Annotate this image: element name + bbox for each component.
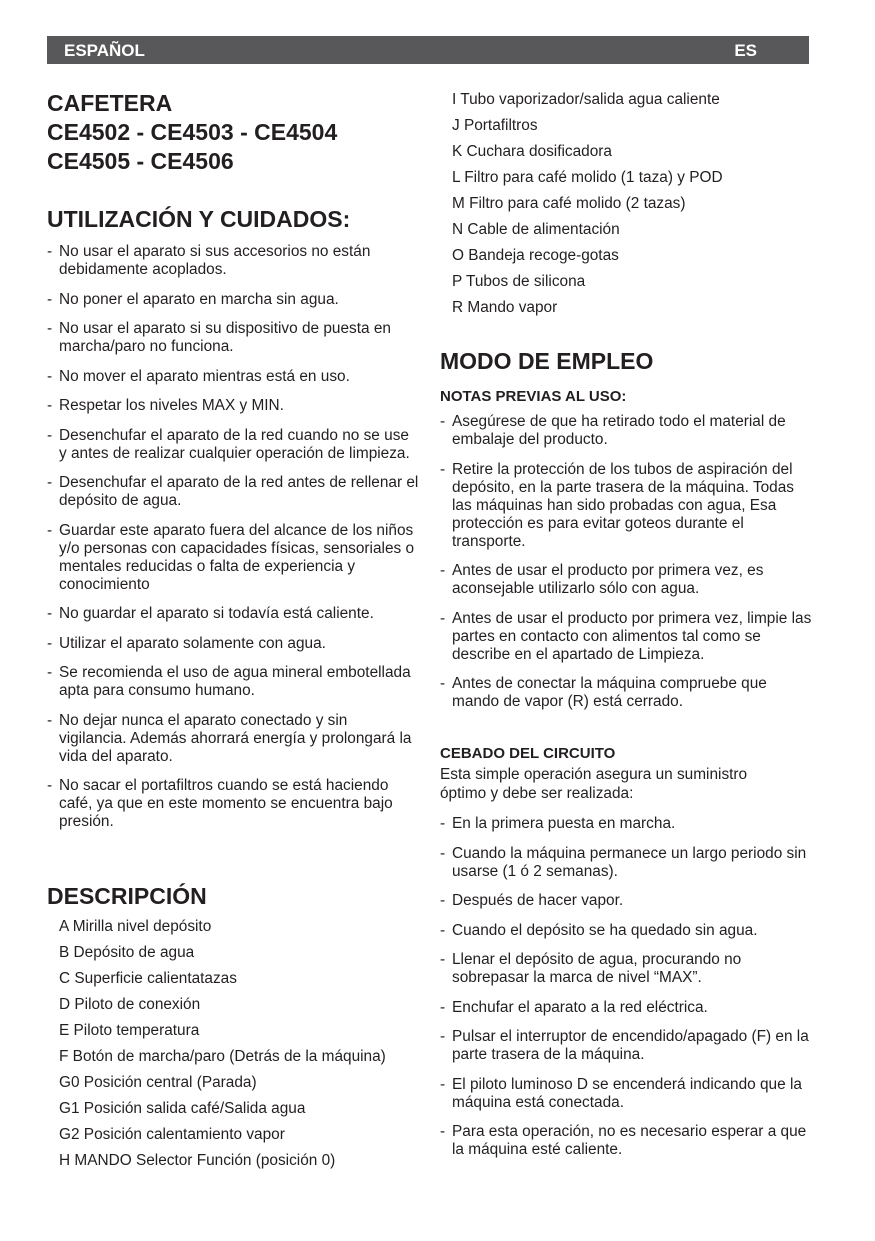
prior-note-item: - Antes de conectar la máquina compruebe que mando de vapor (R) está cerrado. xyxy=(440,675,815,711)
usage-item: - Desenchufar el aparato de la red cuando no se use y antes de realizar cualquier operación de limpieza. xyxy=(47,427,419,463)
usage-item: - No poner el aparato en marcha sin agua. xyxy=(47,291,419,309)
priming-item: - Después de hacer vapor. xyxy=(440,892,815,910)
description-item: O Bandeja recoge-gotas xyxy=(452,247,619,264)
usage-item: - Desenchufar el aparato de la red antes de rellenar el depósito de agua. xyxy=(47,474,419,510)
description-item: G1 Posición salida café/Salida agua xyxy=(59,1100,306,1117)
prior-note-item: - Retire la protección de los tubos de aspiración del depósito, en la parte trasera de la máquina. Todas las máquinas han sido probadas con agua, Esa protección es para evitar goteos durante el transporte. xyxy=(440,461,815,551)
language-label: ESPAÑOL xyxy=(64,41,145,60)
prior-notes-list xyxy=(440,413,815,723)
usage-item: - No mover el aparato mientras está en uso. xyxy=(47,368,419,386)
language-code: ES xyxy=(734,41,757,60)
description-item: I Tubo vaporizador/salida agua caliente xyxy=(452,91,720,108)
description-list-right xyxy=(452,91,812,325)
description-item: F Botón de marcha/paro (Detrás de la máquina) xyxy=(59,1048,386,1065)
priming-item: - Cuando el depósito se ha quedado sin agua. xyxy=(440,922,815,940)
description-list-left xyxy=(59,918,424,1178)
priming-item: - En la primera puesta en marcha. xyxy=(440,815,815,833)
priming-item: - Cuando la máquina permanece un largo periodo sin usarse (1 ó 2 semanas). xyxy=(440,845,815,881)
description-item: N Cable de alimentación xyxy=(452,221,620,238)
description-item: R Mando vapor xyxy=(452,299,558,316)
priming-item: - El piloto luminoso D se encenderá indicando que la máquina está conectada. xyxy=(440,1076,815,1112)
description-title: DESCRIPCIÓN xyxy=(47,883,207,909)
description-item: K Cuchara dosificadora xyxy=(452,143,612,160)
priming-item: - Pulsar el interruptor de encendido/apagado (F) en la parte trasera de la máquina. xyxy=(440,1028,815,1064)
usage-title: UTILIZACIÓN Y CUIDADOS: xyxy=(47,206,351,232)
prior-note-item: - Antes de usar el producto por primera vez, es aconsejable utilizarlo sólo con agua. xyxy=(440,562,815,598)
description-item: J Portafiltros xyxy=(452,117,538,134)
usage-list xyxy=(47,243,419,843)
usage-item: - No usar el aparato si su dispositivo de puesta en marcha/paro no funciona. xyxy=(47,320,419,356)
priming-intro: Esta simple operación asegura un suministro óptimo y debe ser realizada: xyxy=(440,766,748,802)
usage-item: - Guardar este aparato fuera del alcance de los niños y/o personas con capacidades físicas, sensoriales o mentales reducidas o falta de experiencia y conocimiento xyxy=(47,522,419,594)
usage-item: - No usar el aparato si sus accesorios no están debidamente acoplados. xyxy=(47,243,419,279)
prior-notes-title: NOTAS PREVIAS AL USO: xyxy=(440,388,627,405)
description-item: G0 Posición central (Parada) xyxy=(59,1074,257,1091)
usage-item: - No sacar el portafiltros cuando se está haciendo café, ya que en este momento se encuentra bajo presión. xyxy=(47,777,419,831)
header-bar xyxy=(47,36,809,64)
priming-item: - Llenar el depósito de agua, procurando no sobrepasar la marca de nivel “MAX”. xyxy=(440,951,815,987)
description-item: L Filtro para café molido (1 taza) y POD xyxy=(452,169,723,186)
description-item: B Depósito de agua xyxy=(59,944,195,961)
description-item: E Piloto temperatura xyxy=(59,1022,200,1039)
product-title-line: CE4502 - CE4503 - CE4504 xyxy=(47,119,338,145)
product-title-line: CAFETERA xyxy=(47,90,173,116)
usage-item: - No guardar el aparato si todavía está caliente. xyxy=(47,605,419,623)
description-item: D Piloto de conexión xyxy=(59,996,201,1013)
instructions-title: MODO DE EMPLEO xyxy=(440,348,654,374)
priming-item: - Para esta operación, no es necesario esperar a que la máquina esté caliente. xyxy=(440,1123,815,1159)
product-title xyxy=(47,89,427,176)
description-item: H MANDO Selector Función (posición 0) xyxy=(59,1152,336,1169)
usage-item: - No dejar nunca el aparato conectado y sin vigilancia. Además ahorrará energía y prolongará la vida del aparato. xyxy=(47,712,419,766)
priming-item: - Enchufar el aparato a la red eléctrica. xyxy=(440,999,815,1017)
prior-note-item: - Asegúrese de que ha retirado todo el material de embalaje del producto. xyxy=(440,413,815,449)
description-item: P Tubos de silicona xyxy=(452,273,586,290)
usage-item: - Respetar los niveles MAX y MIN. xyxy=(47,397,419,415)
product-title-line: CE4505 - CE4506 xyxy=(47,148,234,174)
usage-item: - Se recomienda el uso de agua mineral embotellada apta para consumo humano. xyxy=(47,664,419,700)
prior-note-item: - Antes de usar el producto por primera vez, limpie las partes en contacto con alimentos tal como se describe en el apartado de Limpieza. xyxy=(440,610,815,664)
priming-title: CEBADO DEL CIRCUITO xyxy=(440,745,616,762)
description-item: M Filtro para café molido (2 tazas) xyxy=(452,195,686,212)
description-item: C Superficie calientatazas xyxy=(59,970,237,987)
description-item: A Mirilla nivel depósito xyxy=(59,918,212,935)
description-item: G2 Posición calentamiento vapor xyxy=(59,1126,285,1143)
usage-item: - Utilizar el aparato solamente con agua. xyxy=(47,635,419,653)
priming-list xyxy=(440,815,815,1171)
